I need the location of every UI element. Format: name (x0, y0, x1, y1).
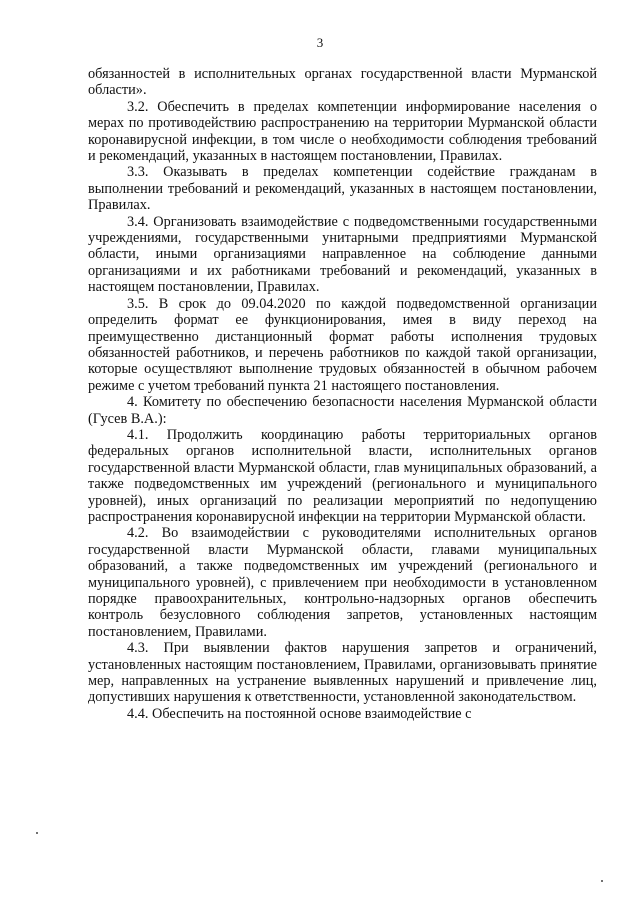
paragraph-continuation: обязанностей в исполнительных органах государственной власти Мурманской области». (88, 66, 597, 99)
paragraph-3-3: 3.3. Оказывать в пределах компетенции содействие гражданам в выполнении требований и рекомендаций, указанных в настоящем постановлении, Правилах. (88, 164, 597, 214)
paragraph-3-4: 3.4. Организовать взаимодействие с подведомственными государственными учреждениями, государственными унитарными предприятиями Мурманской области, иными организациями направленное на соблюдение данными организациями и их работниками требований и рекомендаций, указанных в настоящем постановлении, Правилах. (88, 213, 597, 296)
paragraph-3-5: 3.5. В срок до 09.04.2020 по каждой подведомственной организации определить формат ее функционирования, имея в виду переход на преимущественно дистанционный формат работы исполнения трудовых обязанностей работников, и перечень работников по каждой такой организации, которые осуществляют выполнение трудовых обязанностей в обычном рабочем режиме с учетом требований пункта 21 настоящего постановления. (88, 295, 597, 394)
paragraph-4-4: 4.4. Обеспечить на постоянной основе взаимодействие с (127, 705, 472, 722)
document-body (88, 66, 597, 722)
paragraph-4-2: 4.2. Во взаимодействии с руководителями исполнительных органов государственной власти Мурманской области, главами муниципальных образований, а также подведомственных им учреждений (регионального и муниципального уровней), с привлечением при необходимости в установленном порядке правоохранительных, контрольно-надзорных органов обеспечить контроль безусловного соблюдения запретов, установленных настоящим постановлением, Правилами. (88, 525, 597, 640)
paragraph-4-1: 4.1. Продолжить координацию работы территориальных органов федеральных органов исполнительной власти, исполнительных органов государственной власти Мурманской области, глав муниципальных образований, а также подведомственных им учреждений (регионального и муниципального уровней), иных организаций по реализации мероприятий по недопущению распространения коронавирусной инфекции на территории Мурманской области. (88, 426, 597, 525)
scan-speck (601, 880, 603, 882)
paragraph-4-3: 4.3. При выявлении фактов нарушения запретов и ограничений, установленных настоящим постановлением, Правилами, организовывать принятие мер, направленных на устранение выявленных нарушений и привлечение лиц, допустивших нарушения к ответственности, установленной законодательством. (88, 640, 597, 706)
paragraph-3-2: 3.2. Обеспечить в пределах компетенции информирование населения о мерах по противодействию распространению на территории Мурманской области коронавирусной инфекции, в том числе о необходимости соблюдения требований и рекомендаций, указанных в настоящем постановлении, Правилах. (88, 98, 597, 165)
scan-speck (36, 832, 38, 834)
paragraph-4: 4. Комитету по обеспечению безопасности населения Мурманской области (Гусев В.А.): (88, 394, 597, 427)
page-number: 3 (316, 35, 324, 50)
